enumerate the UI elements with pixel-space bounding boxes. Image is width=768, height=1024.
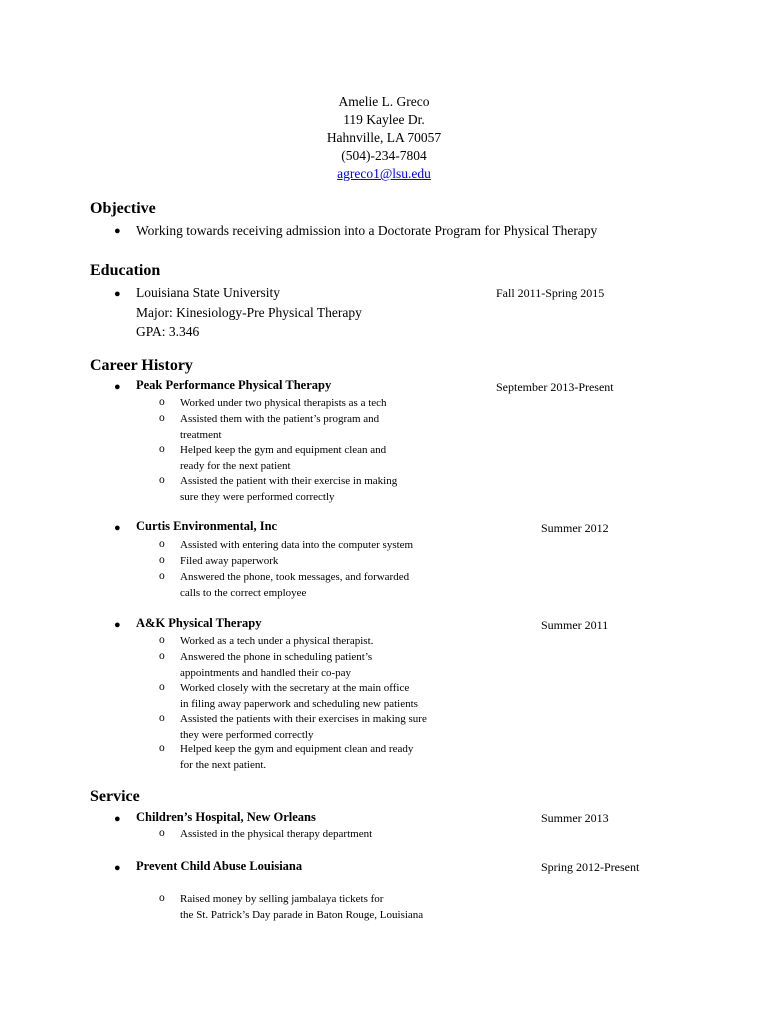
job-title: A&K Physical Therapy (136, 616, 262, 630)
job-duty-line: appointments and handled their co-pay (180, 666, 352, 679)
job-duty (180, 443, 386, 474)
sub-bullet-icon: o (159, 681, 165, 693)
bullet-icon: ● (114, 522, 121, 534)
sub-bullet-icon: o (159, 712, 165, 724)
service-title: Children’s Hospital, New Orleans (136, 810, 316, 824)
service-duty (180, 892, 423, 923)
objective-heading: Objective (90, 200, 156, 217)
sub-bullet-icon: o (159, 742, 165, 754)
bullet-icon: ● (114, 288, 121, 300)
sub-bullet-icon: o (159, 650, 165, 662)
email-link[interactable]: agreco1@lsu.edu (337, 166, 431, 181)
job-duty-line: for the next patient. (180, 758, 267, 771)
service-date: Summer 2013 (541, 811, 609, 825)
job-duty-line: Helped keep the gym and equipment clean and ready (180, 743, 414, 755)
sub-bullet-icon: o (159, 443, 165, 455)
sub-bullet-icon: o (159, 634, 165, 646)
job-duty (180, 742, 413, 773)
bullet-icon: ● (114, 813, 121, 825)
phone-number: (504)-234-7804 (341, 148, 427, 163)
job-duty: Filed away paperwork (180, 555, 279, 567)
sub-bullet-icon: o (159, 474, 165, 486)
job-duty (180, 712, 427, 743)
career-heading: Career History (90, 357, 193, 374)
education-date: Fall 2011-Spring 2015 (496, 286, 605, 300)
bullet-icon: ● (114, 225, 121, 237)
contact-block (0, 93, 768, 183)
job-duty: Worked under two physical therapists as a tech (180, 397, 387, 409)
job-duty-line: they were performed correctly (180, 728, 314, 741)
job-duty-line: ready for the next patient (180, 459, 291, 472)
job-duty (180, 412, 379, 443)
major: Major: Kinesiology-Pre Physical Therapy (136, 304, 362, 320)
job-duty-line: sure they were performed correctly (180, 490, 335, 503)
job-duty (180, 650, 372, 681)
service-duty-line: the St. Patrick’s Day parade in Baton Rouge, Louisiana (180, 908, 424, 921)
sub-bullet-icon: o (159, 538, 165, 550)
service-duty: Assisted in the physical therapy department (180, 828, 373, 840)
education-block (136, 283, 362, 342)
street-address: 119 Kaylee Dr. (343, 112, 425, 127)
job-duty-line: Assisted them with the patient’s program and (180, 413, 380, 425)
job-duty-line: Answered the phone, took messages, and forwarded (180, 571, 410, 583)
job-duty: Worked as a tech under a physical therapist. (180, 635, 374, 647)
service-duty-line: Raised money by selling jambalaya tickets for (180, 893, 384, 905)
bullet-icon: ● (114, 619, 121, 631)
job-duty-line: treatment (180, 428, 222, 441)
service-title: Prevent Child Abuse Louisiana (136, 859, 303, 873)
job-duty-line: Helped keep the gym and equipment clean and (180, 444, 387, 456)
sub-bullet-icon: o (159, 570, 165, 582)
sub-bullet-icon: o (159, 892, 165, 904)
job-duty (180, 570, 409, 601)
bullet-icon: ● (114, 381, 121, 393)
job-title: Curtis Environmental, Inc (136, 519, 278, 533)
sub-bullet-icon: o (159, 396, 165, 408)
job-duty-line: Answered the phone in scheduling patient’s (180, 651, 373, 663)
service-heading: Service (90, 788, 140, 805)
job-duty (180, 474, 397, 505)
school-name: Louisiana State University (136, 285, 280, 300)
job-duty: Assisted with entering data into the computer system (180, 539, 414, 551)
city-state-zip: Hahnville, LA 70057 (326, 130, 442, 145)
job-date: September 2013-Present (496, 380, 614, 394)
job-date: Summer 2012 (541, 521, 609, 535)
job-duty-line: Assisted the patients with their exercises in making sure (180, 713, 427, 725)
sub-bullet-icon: o (159, 827, 165, 839)
education-heading: Education (90, 262, 161, 279)
job-duty-line: in filing away paperwork and scheduling new patients (180, 697, 418, 710)
gpa: GPA: 3.346 (136, 324, 200, 339)
sub-bullet-icon: o (159, 412, 165, 424)
bullet-icon: ● (114, 862, 121, 874)
job-title: Peak Performance Physical Therapy (136, 378, 332, 392)
job-duty-line: Worked closely with the secretary at the main office (180, 682, 410, 694)
job-duty-line: Assisted the patient with their exercise in making (180, 475, 398, 487)
job-duty (180, 681, 418, 712)
applicant-name: Amelie L. Greco (338, 94, 430, 109)
service-date: Spring 2012-Present (541, 860, 640, 874)
objective-item: Working towards receiving admission into a Doctorate Program for Physical Therapy (136, 223, 598, 238)
sub-bullet-icon: o (159, 554, 165, 566)
job-date: Summer 2011 (541, 618, 609, 632)
job-duty-line: calls to the correct employee (180, 586, 307, 599)
